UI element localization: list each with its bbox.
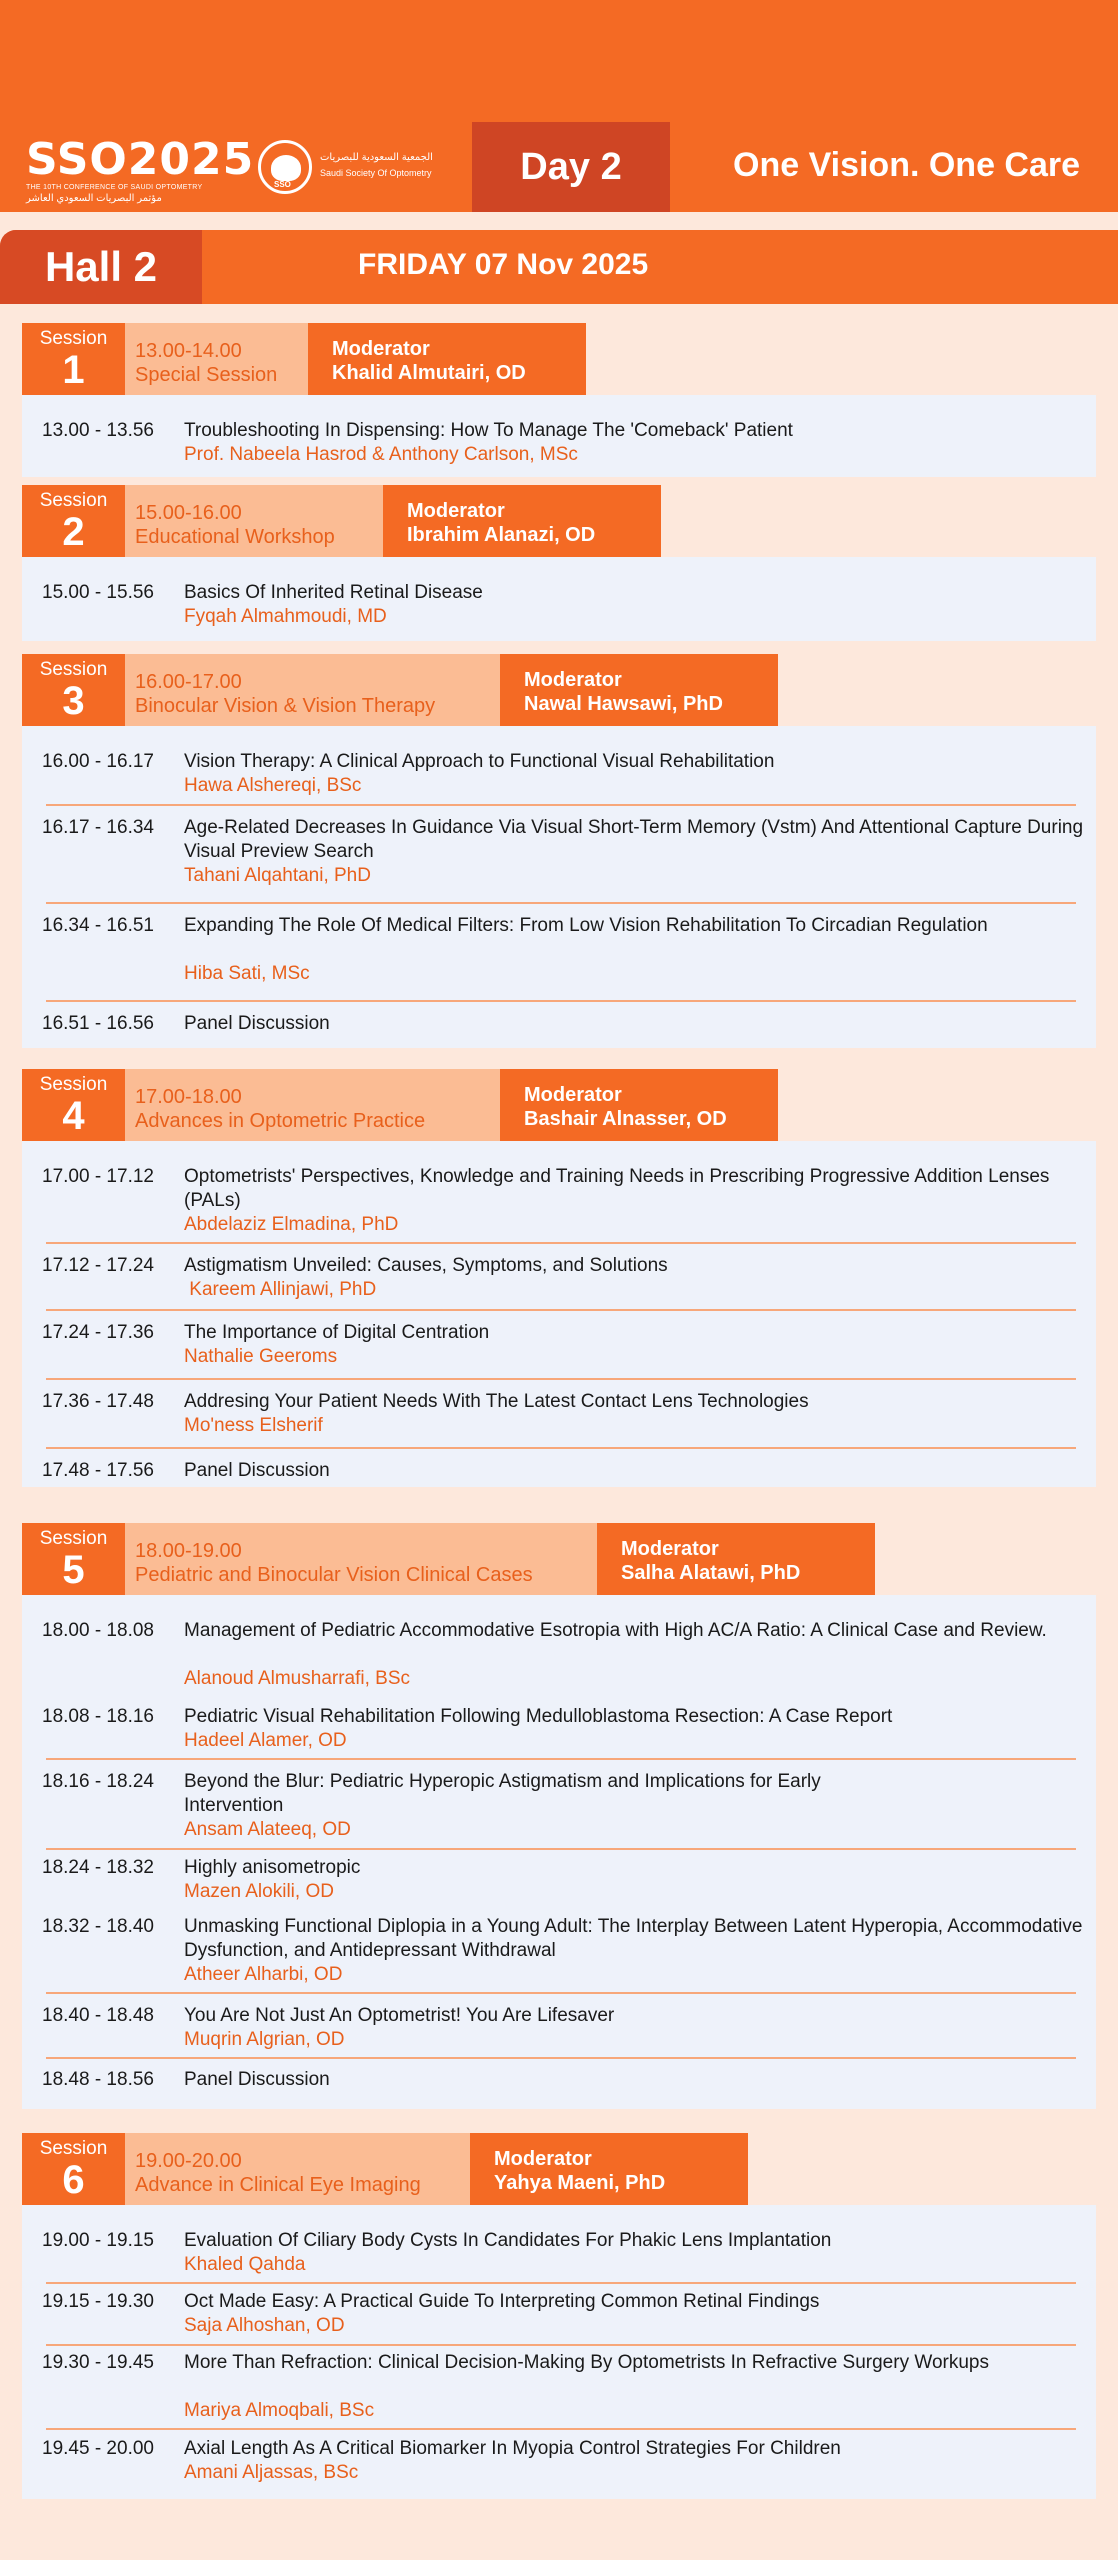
session-number-box <box>22 485 125 557</box>
talk-title: Pediatric Visual Rehabilitation Following Medulloblastoma Resection: A Case Report <box>184 1706 893 1727</box>
talk-divider <box>46 1000 1076 1002</box>
talk-divider <box>46 2344 1076 2346</box>
talk-speaker: Prof. Nabeela Hasrod & Anthony Carlson, MSc <box>184 444 578 465</box>
talk-speaker: Kareem Allinjawi, PhD <box>184 1279 377 1300</box>
talk-time: 16.00 - 16.17 <box>42 751 154 772</box>
moderator-name: Khalid Almutairi, OD <box>332 362 526 384</box>
moderator-box <box>597 1523 875 1595</box>
talk-title: Management of Pediatric Accommodative Esotropia with High AC/A Ratio: A Clinical Case and Review. <box>184 1620 1047 1641</box>
sso2025-logo <box>26 134 255 204</box>
talk-time: 15.00 - 15.56 <box>42 582 154 603</box>
moderator-box <box>470 2133 748 2205</box>
talk-title: Axial Length As A Critical Biomarker In Myopia Control Strategies For Children <box>184 2438 841 2459</box>
talk-time: 17.12 - 17.24 <box>42 1255 154 1276</box>
session-title-box <box>125 2133 470 2205</box>
talk-speaker: Tahani Alqahtani, PhD <box>184 865 371 886</box>
session-number-box <box>22 1523 125 1595</box>
talk-divider <box>46 1447 1076 1449</box>
session-time: 16.00-17.00 <box>135 671 242 693</box>
talk-title: Beyond the Blur: Pediatric Hyperopic Astigmatism and Implications for Early Intervention <box>184 1771 821 1816</box>
talk-title: Oct Made Easy: A Practical Guide To Interpreting Common Retinal Findings <box>184 2291 820 2312</box>
session-number-box <box>22 654 125 726</box>
talk-time: 18.16 - 18.24 <box>42 1771 154 1792</box>
moderator-label: Moderator <box>494 2148 592 2170</box>
talk-title: Highly anisometropic <box>184 1857 361 1878</box>
session-talks <box>22 1141 1096 1487</box>
society-abbr: SSO <box>274 180 291 189</box>
session-name: Special Session <box>135 364 278 386</box>
session-number-box <box>22 2133 125 2205</box>
talk-speaker: Ansam Alateeq, OD <box>184 1819 351 1840</box>
talk-speaker: Abdelaziz Elmadina, PhD <box>184 1214 399 1235</box>
session-label: Session <box>39 1528 108 1549</box>
session-number-box <box>22 1069 125 1141</box>
talk-time: 16.34 - 16.51 <box>42 915 154 936</box>
session-talks <box>22 1595 1096 2109</box>
talk-title: Panel Discussion <box>184 1013 330 1034</box>
talk-time: 18.32 - 18.40 <box>42 1916 154 1937</box>
session-title-box <box>125 654 500 726</box>
talk-time: 16.17 - 16.34 <box>42 817 154 838</box>
moderator-label: Moderator <box>621 1538 719 1560</box>
talk-divider <box>46 804 1076 806</box>
talk-title: Panel Discussion <box>184 2069 330 2090</box>
talk-title: Expanding The Role Of Medical Filters: From Low Vision Rehabilitation To Circadian Regulation <box>184 915 988 936</box>
talk-speaker: Mariya Almoqbali, BSc <box>184 2400 375 2421</box>
moderator-label: Moderator <box>524 1084 622 1106</box>
talk-time: 17.36 - 17.48 <box>42 1391 154 1412</box>
session-label: Session <box>39 1074 108 1095</box>
talk-time: 19.15 - 19.30 <box>42 2291 154 2312</box>
talk-speaker: Hawa Alshereqi, BSc <box>184 775 362 796</box>
talk-title: More Than Refraction: Clinical Decision-Making By Optometrists In Refractive Surgery Workups <box>184 2352 989 2373</box>
session-talks <box>22 726 1096 1048</box>
talk-title: Astigmatism Unveiled: Causes, Symptoms, and Solutions <box>184 1255 668 1276</box>
talk-title: Troubleshooting In Dispensing: How To Manage The 'Comeback' Patient <box>184 420 793 441</box>
talk-speaker: Amani Aljassas, BSc <box>184 2462 359 2483</box>
talk-title: Vision Therapy: A Clinical Approach to Functional Visual Rehabilitation <box>184 751 775 772</box>
sso-logo-text: SSO2025 <box>26 134 255 185</box>
session-time: 18.00-19.00 <box>135 1540 242 1562</box>
day-label: Day 2 <box>472 122 670 212</box>
talk-divider <box>46 1309 1076 1311</box>
session-time: 15.00-16.00 <box>135 502 242 524</box>
sso-logo-subtitle-arabic: مؤتمر البصريات السعودي العاشر <box>26 193 162 204</box>
talk-speaker: Nathalie Geeroms <box>184 1346 338 1367</box>
talk-divider <box>46 2428 1076 2430</box>
session-number: 2 <box>62 510 85 554</box>
talk-time: 19.45 - 20.00 <box>42 2438 154 2459</box>
talk-speaker: Atheer Alharbi, OD <box>184 1964 343 1985</box>
talk-time: 17.24 - 17.36 <box>42 1322 154 1343</box>
session-name: Pediatric and Binocular Vision Clinical Cases <box>135 1564 533 1586</box>
session-label: Session <box>39 490 108 511</box>
session-name: Educational Workshop <box>135 526 335 548</box>
talk-time: 19.00 - 19.15 <box>42 2230 154 2251</box>
talk-title: Addresing Your Patient Needs With The Latest Contact Lens Technologies <box>184 1391 809 1412</box>
talk-speaker: Khaled Qahda <box>184 2254 306 2275</box>
tagline: One Vision. One Care <box>733 146 1081 184</box>
moderator-name: Bashair Alnasser, OD <box>524 1108 727 1130</box>
talk-title: The Importance of Digital Centration <box>184 1322 490 1343</box>
talk-time: 13.00 - 13.56 <box>42 420 154 441</box>
moderator-name: Salha Alatawi, PhD <box>621 1562 801 1584</box>
session-time: 13.00-14.00 <box>135 340 242 362</box>
moderator-label: Moderator <box>524 669 622 691</box>
session-title-box <box>125 1069 500 1141</box>
session-label: Session <box>39 659 108 680</box>
session-number: 3 <box>62 679 85 723</box>
talk-speaker: Saja Alhoshan, OD <box>184 2315 345 2336</box>
talk-divider <box>46 1758 1076 1760</box>
talk-divider <box>46 1992 1076 1994</box>
talk-title: Age-Related Decreases In Guidance Via Visual Short-Term Memory (Vstm) And Attentional Capture During Visual Preview Search <box>184 817 1084 862</box>
society-name-english: Saudi Society Of Optometry <box>320 168 432 178</box>
moderator-label: Moderator <box>407 500 505 522</box>
talk-speaker: Mo'ness Elsherif <box>184 1415 323 1436</box>
session-talks <box>22 557 1096 641</box>
moderator-name: Yahya Maeni, PhD <box>494 2172 666 2194</box>
session-title-box <box>125 323 308 395</box>
talk-speaker: Hadeel Alamer, OD <box>184 1730 347 1751</box>
session-time: 19.00-20.00 <box>135 2150 242 2172</box>
talk-title: Basics Of Inherited Retinal Disease <box>184 582 483 603</box>
date-label: FRIDAY 07 Nov 2025 <box>358 248 649 281</box>
moderator-box <box>308 323 586 395</box>
talk-time: 18.08 - 18.16 <box>42 1706 154 1727</box>
session-number: 1 <box>62 348 85 392</box>
session-number-box <box>22 323 125 395</box>
talk-divider <box>46 1242 1076 1244</box>
talk-title: Optometrists' Perspectives, Knowledge and Training Needs in Prescribing Progressive Addition Lenses (PALs) <box>184 1166 1050 1211</box>
talk-time: 17.00 - 17.12 <box>42 1166 154 1187</box>
session-title-box <box>125 1523 597 1595</box>
talk-title: You Are Not Just An Optometrist! You Are Lifesaver <box>184 2005 615 2026</box>
talk-speaker: Hiba Sati, MSc <box>184 963 310 984</box>
session-talks <box>22 2205 1096 2499</box>
talk-speaker: Muqrin Algrian, OD <box>184 2029 345 2050</box>
talk-time: 18.48 - 18.56 <box>42 2069 154 2090</box>
session-name: Binocular Vision & Vision Therapy <box>135 695 436 717</box>
moderator-box <box>500 654 778 726</box>
talk-divider <box>46 2282 1076 2284</box>
session-name: Advances in Optometric Practice <box>135 1110 426 1132</box>
session-number: 6 <box>62 2158 85 2202</box>
talk-divider <box>46 1378 1076 1380</box>
talk-divider <box>46 1848 1076 1850</box>
talk-time: 19.30 - 19.45 <box>42 2352 154 2373</box>
talk-title: Unmasking Functional Diplopia in a Young Adult: The Interplay Between Latent Hyperopia, Accommodative Dysfunction, and Antidepressant Withdrawal <box>184 1916 1083 1961</box>
talk-title: Panel Discussion <box>184 1460 330 1481</box>
talk-time: 17.48 - 17.56 <box>42 1460 154 1481</box>
talk-divider <box>46 2057 1076 2059</box>
hall-label: Hall 2 <box>0 230 202 304</box>
talk-speaker: Alanoud Almusharrafi, BSc <box>184 1668 411 1689</box>
session-number: 5 <box>62 1548 85 1592</box>
session-talks <box>22 395 1096 477</box>
session-title-box <box>125 485 383 557</box>
talk-speaker: Fyqah Almahmoudi, MD <box>184 606 387 627</box>
moderator-box <box>500 1069 778 1141</box>
moderator-name: Ibrahim Alanazi, OD <box>407 524 596 546</box>
society-logo <box>258 140 438 196</box>
session-label: Session <box>39 2138 108 2159</box>
moderator-label: Moderator <box>332 338 430 360</box>
society-name-arabic: الجمعية السعودية للبصريات <box>320 152 433 163</box>
talk-time: 16.51 - 16.56 <box>42 1013 154 1034</box>
talk-divider <box>46 902 1076 904</box>
talk-time: 18.00 - 18.08 <box>42 1620 154 1641</box>
moderator-box <box>383 485 661 557</box>
talk-speaker: Mazen Alokili, OD <box>184 1881 334 1902</box>
session-name: Advance in Clinical Eye Imaging <box>135 2174 421 2196</box>
talk-time: 18.40 - 18.48 <box>42 2005 154 2026</box>
session-time: 17.00-18.00 <box>135 1086 242 1108</box>
session-label: Session <box>39 328 108 349</box>
talk-time: 18.24 - 18.32 <box>42 1857 154 1878</box>
session-number: 4 <box>62 1094 85 1138</box>
sso-logo-subtitle: THE 10TH CONFERENCE OF SAUDI OPTOMETRY <box>26 184 203 191</box>
talk-title: Evaluation Of Ciliary Body Cysts In Candidates For Phakic Lens Implantation <box>184 2230 832 2251</box>
moderator-name: Nawal Hawsawi, PhD <box>524 693 723 715</box>
